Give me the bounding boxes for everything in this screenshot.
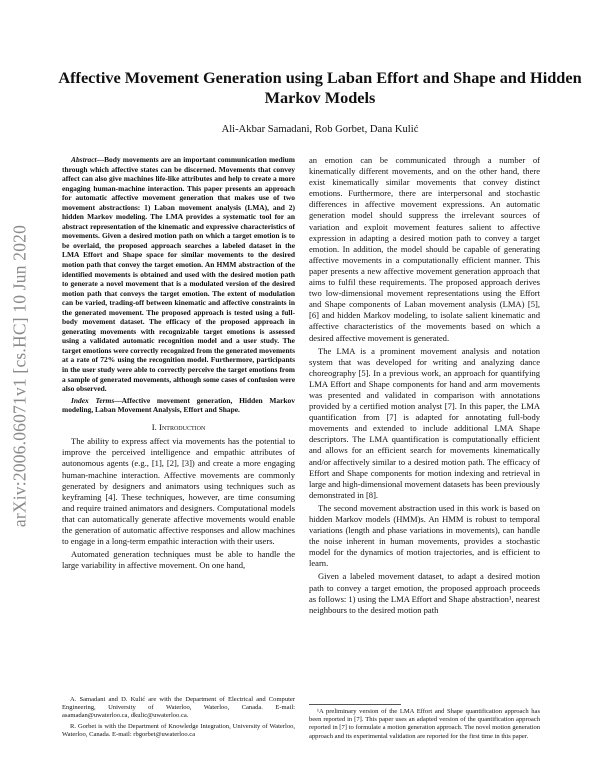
paper-title: Affective Movement Generation using Laban Effort and Shape and Hidden Markov Models [58,68,582,107]
right-body-text [309,155,540,616]
paragraph: The LMA is a prominent movement analysis and notation system that was developed for writing and analyzing dance choreography [5]. In a previous work, an approach for quantifying LMA Effort and Shape components for hand and arm movements was presented and validated in comparison with annotations provided by a certified motion analyst [7]. In this paper, the LMA quantification from [7] is adapted for annotating full-body movements and extended to include additional LMA Shape descriptors. The LMA quantification is computationally efficient and allows for an efficient search for movements kinematically and/or affectively similar to a desired motion path. The efficacy of Effort and Shape components for motion indexing and retrieval in large and high-dimensional movement datasets has been previously demonstrated in [8]. [309,345,540,500]
introduction-text [62,436,295,571]
paragraph: Automated generation techniques must be able to handle the large variability in affective movement. On one hand, [62,549,295,571]
paper-authors: Ali-Akbar Samadani, Rob Gorbet, Dana Kulić [221,124,419,135]
paragraph: The ability to express affect via movements has the potential to improve the perceived intelligence and empathic attributes of autonomous agents (e.g., [1], [2], [3]) and create a more engaging human-machine interaction. Affective movements are commonly generated by designers and animators using techniques such as keyframing [4]. These techniques, however, are time consuming and require trained animators and designers. Computational models that can automatically generate affective movements would enable the generation of automatic affective responses and allow machines to engage in a long-term empathic interaction with their users. [62,436,295,547]
author-footnotes [62,696,295,741]
footnote: R. Gorbet is with the Department of Knowledge Integration, University of Waterloo, Waterloo, Canada. E-mail: rbgorbet@uwaterloo.ca [62,722,295,738]
abstract-label: Abstract [71,155,97,164]
paragraph: Given a labeled movement dataset, to adapt a desired motion path to convey a target emotion, the proposed approach proceeds as follows: 1) using the LMA Effort and Shape abstraction¹, nearest neighbours to the desired motion path [309,571,540,615]
abstract [62,155,295,415]
paragraph: an emotion can be communicated through a number of kinematically different movements, and on the other hand, there exist kinematically similar movements that convey distinct emotions. Furthermore, there are interpersonal and stochastic differences in affective movement expressions. An automatic generation model should suppress the irrelevant sources of variation and exploit movement features salient to affective expression in adapting a desired motion path to convey a target emotion. In addition, the model should be capable of generating affective movements in a computationally efficient manner. This paper presents a new affective movement generation approach that aims to fulfil these requirements. The proposed approach derives two low-dimensional movement representations using the Effort and Shape components of Laban movement analysis (LMA) [5], [6] and hidden Markov modeling, to isolate salient kinematic and affective characteristics of the movements based on which a desired affective movement is generated. [309,155,540,343]
footnote: ¹A preliminary version of the LMA Effort and Shape quantification approach has been reported in [7]. This paper uses an adapted version of the quantification approach reported in [7] to formulate a motion generation approach. The novel motion generation approach and its experimental validation are reported for the first time in this paper. [309,708,540,740]
section-heading-introduction: I. Introduction [151,421,206,432]
right-footnote-area [309,698,540,743]
paragraph: The second movement abstraction used in this work is based on hidden Markov models (HMM)s. An HMM is robust to temporal variations (length and phase variations in movements), can handle the noise inherent in human movements, provides a stochastic model for the dynamics of motion trajectories, and is efficient to learn. [309,502,540,569]
index-terms-label: Index Terms [71,395,115,405]
abstract-text: —Body movements are an important communication medium through which affective states can be discerned. Movements that convey affect can also give machines life-like attributes and help to create a more engaging human-machine interaction. This paper presents an approach for automatic affective movement generation that makes use of two movement abstractions: 1) Laban movement analysis (LMA), and 2) hidden Markov modeling. The LMA provides a systematic tool for an abstract representation of the kinematic and expressive characteristics of movements. Given a desired motion path on which a target emotion is to be overlaid, the proposed approach searches a labeled dataset in the LMA Effort and Shape space for similar movements to the desired motion path that convey the target emotion. An HMM abstraction of the identified movements is obtained and used with the desired motion path to generate a novel movement that is a modulated version of the desired motion path that conveys the target emotion. The extent of modulation can be varied, trading-off between kinematic and affective constraints in the generated movement. The proposed approach is tested using a full-body movement dataset. The efficacy of the proposed approach in generating movements with recognizable target emotions is assessed using a validated automatic recognition model and a user study. The target emotions were correctly recognized from the generated movements at a rate of 72% using the recognition model. Furthermore, participants in the user study were able to correctly perceive the target emotions from a sample of generated movements, although some cases of confusion were also observed. [62,155,295,394]
arxiv-stamp-text: arXiv:2006.06071v1 [cs.HC] 10 Jun 2020 [9,224,30,528]
abstract-paragraph [62,155,295,394]
index-terms-text: —Affective movement generation, Hidden Markov modeling, Laban Movement Analysis, Effort and Shape. [62,395,295,415]
footnote-rule [309,704,401,705]
right-column [309,155,540,618]
index-terms [62,396,295,415]
left-column [62,155,295,573]
footnote: A. Samadani and D. Kulić are with the Department of Electrical and Computer Engineering, University of Waterloo, Waterloo, Canada. E-mail: asamadan@uwaterloo.ca, dkulic@uwaterloo.ca. [62,696,295,720]
arxiv-stamp [8,180,32,572]
